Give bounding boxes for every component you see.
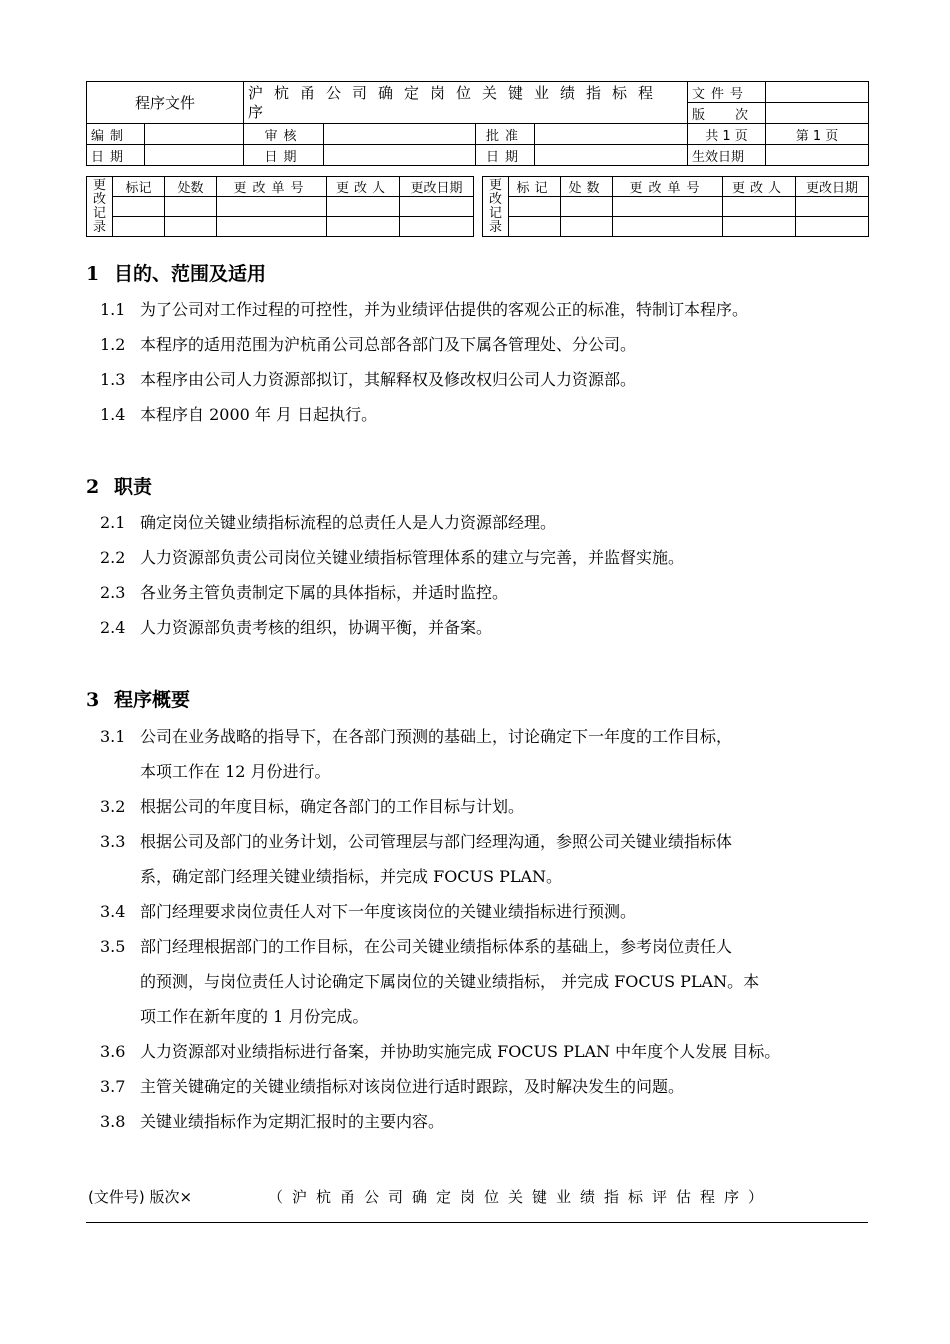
- item-number: 1.3: [100, 370, 126, 389]
- doc-type: 程序文件: [87, 82, 244, 124]
- item-number: 2.1: [100, 513, 126, 532]
- rev-col-date: 更改日期: [796, 177, 869, 197]
- date-label-3: 日期: [476, 145, 535, 166]
- list-item: [100, 540, 890, 575]
- approve-label: 批准: [476, 124, 535, 145]
- rev-cell: [113, 197, 165, 217]
- date-label-1: 日期: [87, 145, 145, 166]
- version-label: 版次: [688, 103, 766, 124]
- rev-col-mark: 标记: [113, 177, 165, 197]
- list-item: [100, 824, 890, 894]
- item-text: 关键业绩指标作为定期汇报时的主要内容。: [140, 1112, 445, 1131]
- prepared-label: 编制: [87, 124, 145, 145]
- section-heading: [86, 472, 152, 499]
- rev-cell: [327, 217, 400, 237]
- item-text: 根据公司的年度目标，确定各部门的工作目标与计划。: [140, 797, 525, 816]
- rev-col-count: 处数: [561, 177, 613, 197]
- rev-col-mark: 标记: [509, 177, 561, 197]
- file-no-label: 文件号: [688, 82, 766, 103]
- footer-divider: [86, 1222, 868, 1223]
- list-item: [100, 397, 890, 432]
- item-text: 公司在业务战略的指导下，在各部门预测的基础上，讨论确定下一年度的工作目标，: [140, 727, 733, 746]
- list-item: [100, 929, 890, 1034]
- rev-cell: [613, 197, 723, 217]
- rev-cell: [561, 217, 613, 237]
- page-current: 第 1 页: [766, 124, 869, 145]
- item-number: 1.2: [100, 335, 126, 354]
- effective-date-label: 生效日期: [688, 145, 766, 166]
- revision-side-label: 更改记录: [483, 177, 509, 237]
- revision-table-left: [86, 176, 474, 237]
- section-number: 1: [86, 263, 100, 285]
- list-item: [100, 1104, 890, 1139]
- item-text: 为了公司对工作过程的可控性，并为业绩评估提供的客观公正的标准，特制订本程序。: [140, 300, 749, 319]
- item-number: 3.8: [100, 1112, 126, 1131]
- list-item: [100, 1034, 890, 1069]
- item-number: 3.6: [100, 1042, 126, 1061]
- rev-cell: [165, 217, 217, 237]
- revision-side-label: 更改记录: [87, 177, 113, 237]
- item-number: 3.5: [100, 937, 126, 956]
- section-title: 职责: [114, 476, 153, 498]
- item-number: 2.2: [100, 548, 126, 567]
- item-number: 3.1: [100, 727, 126, 746]
- item-text: 部门经理要求岗位责任人对下一年度该岗位的关键业绩指标进行预测。: [140, 902, 637, 921]
- version-value: [766, 103, 869, 124]
- date-value-3: [535, 145, 688, 166]
- list-item: [100, 327, 890, 362]
- rev-cell: [561, 197, 613, 217]
- rev-cell: [796, 217, 869, 237]
- file-no-value: [766, 82, 869, 103]
- rev-cell: [723, 197, 796, 217]
- item-text: 人力资源部对业绩指标进行备案，并协助实施完成 FOCUS PLAN 中年度个人发展 目标。: [140, 1042, 781, 1061]
- list-item: [100, 362, 890, 397]
- footer-doc-title: （沪杭甬公司确定岗位关键业绩指标评估程序）: [268, 1188, 773, 1206]
- rev-cell: [217, 217, 327, 237]
- item-number: 2.4: [100, 618, 126, 637]
- rev-cell: [796, 197, 869, 217]
- item-number: 3.7: [100, 1077, 126, 1096]
- item-text: 确定岗位关键业绩指标流程的总责任人是人力资源部经理。: [140, 513, 557, 532]
- section-number: 3: [86, 689, 100, 711]
- footer-file-version: (文件号) 版次×: [88, 1188, 193, 1206]
- list-item: [100, 610, 890, 645]
- item-number: 3.2: [100, 797, 126, 816]
- list-item: [100, 719, 890, 789]
- prepared-value: [145, 124, 244, 145]
- date-value-2: [324, 145, 476, 166]
- rev-cell: [113, 217, 165, 237]
- review-label: 审核: [244, 124, 324, 145]
- document-header-table: [86, 81, 869, 166]
- rev-col-changer: 更改人: [723, 177, 796, 197]
- rev-col-changer: 更改人: [327, 177, 400, 197]
- list-item: [100, 575, 890, 610]
- item-text: 本程序由公司人力资源部拟订，其解释权及修改权归公司人力资源部。: [140, 370, 637, 389]
- item-text: 各业务主管负责制定下属的具体指标，并适时监控。: [140, 583, 509, 602]
- rev-cell: [400, 197, 474, 217]
- item-text: 人力资源部负责考核的组织，协调平衡，并备案。: [140, 618, 493, 637]
- approve-value: [535, 124, 688, 145]
- item-number: 3.4: [100, 902, 126, 921]
- item-text-continued: 系，确定部门经理关键业绩指标，并完成 FOCUS PLAN。: [140, 867, 563, 886]
- item-number: 2.3: [100, 583, 126, 602]
- item-text: 本程序自 2000 年 月 日起执行。: [140, 405, 378, 424]
- rev-cell: [723, 217, 796, 237]
- date-label-2: 日期: [244, 145, 324, 166]
- item-text-continued: 的预测，与岗位责任人讨论确定下属岗位的关键业绩指标， 并完成 FOCUS PLAN。本: [140, 972, 760, 991]
- item-text: 人力资源部负责公司岗位关键业绩指标管理体系的建立与完善，并监督实施。: [140, 548, 685, 567]
- rev-cell: [217, 197, 327, 217]
- list-item: [100, 894, 890, 929]
- item-number: 1.1: [100, 300, 126, 319]
- list-item: [100, 292, 890, 327]
- section-heading: [86, 685, 190, 712]
- rev-cell: [509, 217, 561, 237]
- rev-cell: [400, 217, 474, 237]
- item-text: 部门经理根据部门的工作目标，在公司关键业绩指标体系的基础上，参考岗位责任人: [140, 937, 733, 956]
- section-heading: [86, 259, 266, 286]
- rev-col-order-no: 更改单号: [217, 177, 327, 197]
- list-item: [100, 1069, 890, 1104]
- revision-table-right: [482, 176, 869, 237]
- rev-col-count: 处数: [165, 177, 217, 197]
- list-item: [100, 505, 890, 540]
- pages-total: 共 1 页: [688, 124, 766, 145]
- doc-title: 沪杭甬公司确定岗位关键业绩指标程序: [244, 82, 688, 124]
- date-value-1: [145, 145, 244, 166]
- section-title: 目的、范围及适用: [114, 263, 267, 285]
- rev-cell: [613, 217, 723, 237]
- effective-date-value: [766, 145, 869, 166]
- rev-cell: [327, 197, 400, 217]
- item-text-continued: 项工作在新年度的 1 月份完成。: [140, 1007, 369, 1026]
- rev-col-order-no: 更改单号: [613, 177, 723, 197]
- item-text-continued: 本项工作在 12 月份进行。: [140, 762, 331, 781]
- section-number: 2: [86, 476, 100, 498]
- rev-cell: [165, 197, 217, 217]
- review-value: [324, 124, 476, 145]
- section-title: 程序概要: [114, 689, 191, 711]
- list-item: [100, 789, 890, 824]
- item-number: 3.3: [100, 832, 126, 851]
- item-number: 1.4: [100, 405, 126, 424]
- rev-col-date: 更改日期: [400, 177, 474, 197]
- rev-cell: [509, 197, 561, 217]
- item-text: 本程序的适用范围为沪杭甬公司总部各部门及下属各管理处、分公司。: [140, 335, 637, 354]
- item-text: 根据公司及部门的业务计划，公司管理层与部门经理沟通，参照公司关键业绩指标体: [140, 832, 733, 851]
- item-text: 主管关键确定的关键业绩指标对该岗位进行适时跟踪，及时解决发生的问题。: [140, 1077, 685, 1096]
